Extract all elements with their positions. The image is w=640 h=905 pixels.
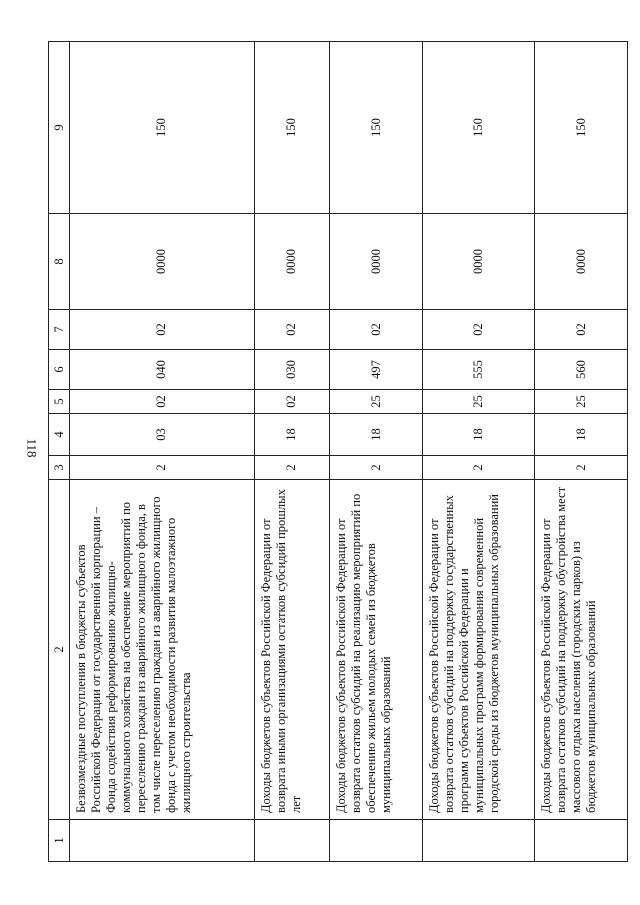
- table-row: [423, 42, 535, 862]
- cell-col7: 02: [535, 310, 628, 350]
- budget-table: [48, 41, 628, 862]
- cell-description: Доходы бюджетов субъектов Российской Федерации от возврата иными организациями остатков субсидий прошлых лет: [254, 480, 330, 820]
- page-number: 118: [24, 438, 40, 458]
- cell-col3: 2: [70, 456, 255, 480]
- header-cell: 1: [49, 820, 70, 862]
- cell-col4: 03: [70, 414, 255, 456]
- cell-col7: 02: [254, 310, 330, 350]
- cell-col5: 25: [423, 390, 535, 414]
- cell-col5: 02: [70, 390, 255, 414]
- cell-col3: 2: [254, 456, 330, 480]
- table-row: [330, 42, 423, 862]
- cell-col4: 18: [535, 414, 628, 456]
- header-row: [49, 42, 70, 862]
- cell-col9: 150: [70, 42, 255, 214]
- header-cell: 5: [49, 390, 70, 414]
- cell-col5: 25: [330, 390, 423, 414]
- cell-col1: [423, 820, 535, 862]
- cell-col8: 0000: [330, 214, 423, 310]
- cell-col9: 150: [535, 42, 628, 214]
- cell-col3: 2: [330, 456, 423, 480]
- table-row: [254, 42, 330, 862]
- cell-col9: 150: [254, 42, 330, 214]
- header-cell: 2: [49, 480, 70, 820]
- cell-col1: [254, 820, 330, 862]
- cell-col6: 040: [70, 350, 255, 390]
- cell-description: Безвозмездные поступления в бюджеты субъектов Российской Федерации от государственной корпорации – Фонда содействия реформированию жилищно-коммунального хозяйства на обеспечение мероприятий по переселению граждан из аварийного жилищного фонда, в том числе переселению граждан из аварийного жилищного фонда с учетом необходимости развития малоэтажного жилищного строительства: [70, 480, 255, 820]
- cell-description: Доходы бюджетов субъектов Российской Федерации от возврата остатков субсидий на поддержку государственных программ субъектов Российской Федерации и муниципальных программ формирования современной городской среды из бюджетов муниципальных образований: [423, 480, 535, 820]
- cell-col7: 02: [423, 310, 535, 350]
- cell-col3: 2: [423, 456, 535, 480]
- cell-col6: 030: [254, 350, 330, 390]
- header-cell: 3: [49, 456, 70, 480]
- cell-col9: 150: [330, 42, 423, 214]
- cell-col4: 18: [254, 414, 330, 456]
- table-row: [535, 42, 628, 862]
- rotated-table-container: [48, 42, 628, 862]
- cell-col8: 0000: [70, 214, 255, 310]
- cell-col6: 497: [330, 350, 423, 390]
- cell-col9: 150: [423, 42, 535, 214]
- cell-col3: 2: [535, 456, 628, 480]
- cell-col8: 0000: [254, 214, 330, 310]
- cell-description: Доходы бюджетов субъектов Российской Федерации от возврата остатков субсидий на реализацию мероприятий по обеспечению жильем молодых семей из бюджетов муниципальных образований: [330, 480, 423, 820]
- cell-col1: [70, 820, 255, 862]
- cell-col4: 18: [330, 414, 423, 456]
- cell-description: Доходы бюджетов субъектов Российской Федерации от возврата остатков субсидий на поддержку обустройства мест массового отдыха населения (городских парков) из бюджетов муниципальных образований: [535, 480, 628, 820]
- cell-col6: 560: [535, 350, 628, 390]
- cell-col5: 02: [254, 390, 330, 414]
- header-cell: 7: [49, 310, 70, 350]
- table-row: [70, 42, 255, 862]
- cell-col7: 02: [70, 310, 255, 350]
- cell-col1: [330, 820, 423, 862]
- header-cell: 4: [49, 414, 70, 456]
- cell-col4: 18: [423, 414, 535, 456]
- cell-col8: 0000: [423, 214, 535, 310]
- cell-col1: [535, 820, 628, 862]
- cell-col6: 555: [423, 350, 535, 390]
- cell-col5: 25: [535, 390, 628, 414]
- cell-col7: 02: [330, 310, 423, 350]
- header-cell: 8: [49, 214, 70, 310]
- header-cell: 9: [49, 42, 70, 214]
- cell-col8: 0000: [535, 214, 628, 310]
- header-cell: 6: [49, 350, 70, 390]
